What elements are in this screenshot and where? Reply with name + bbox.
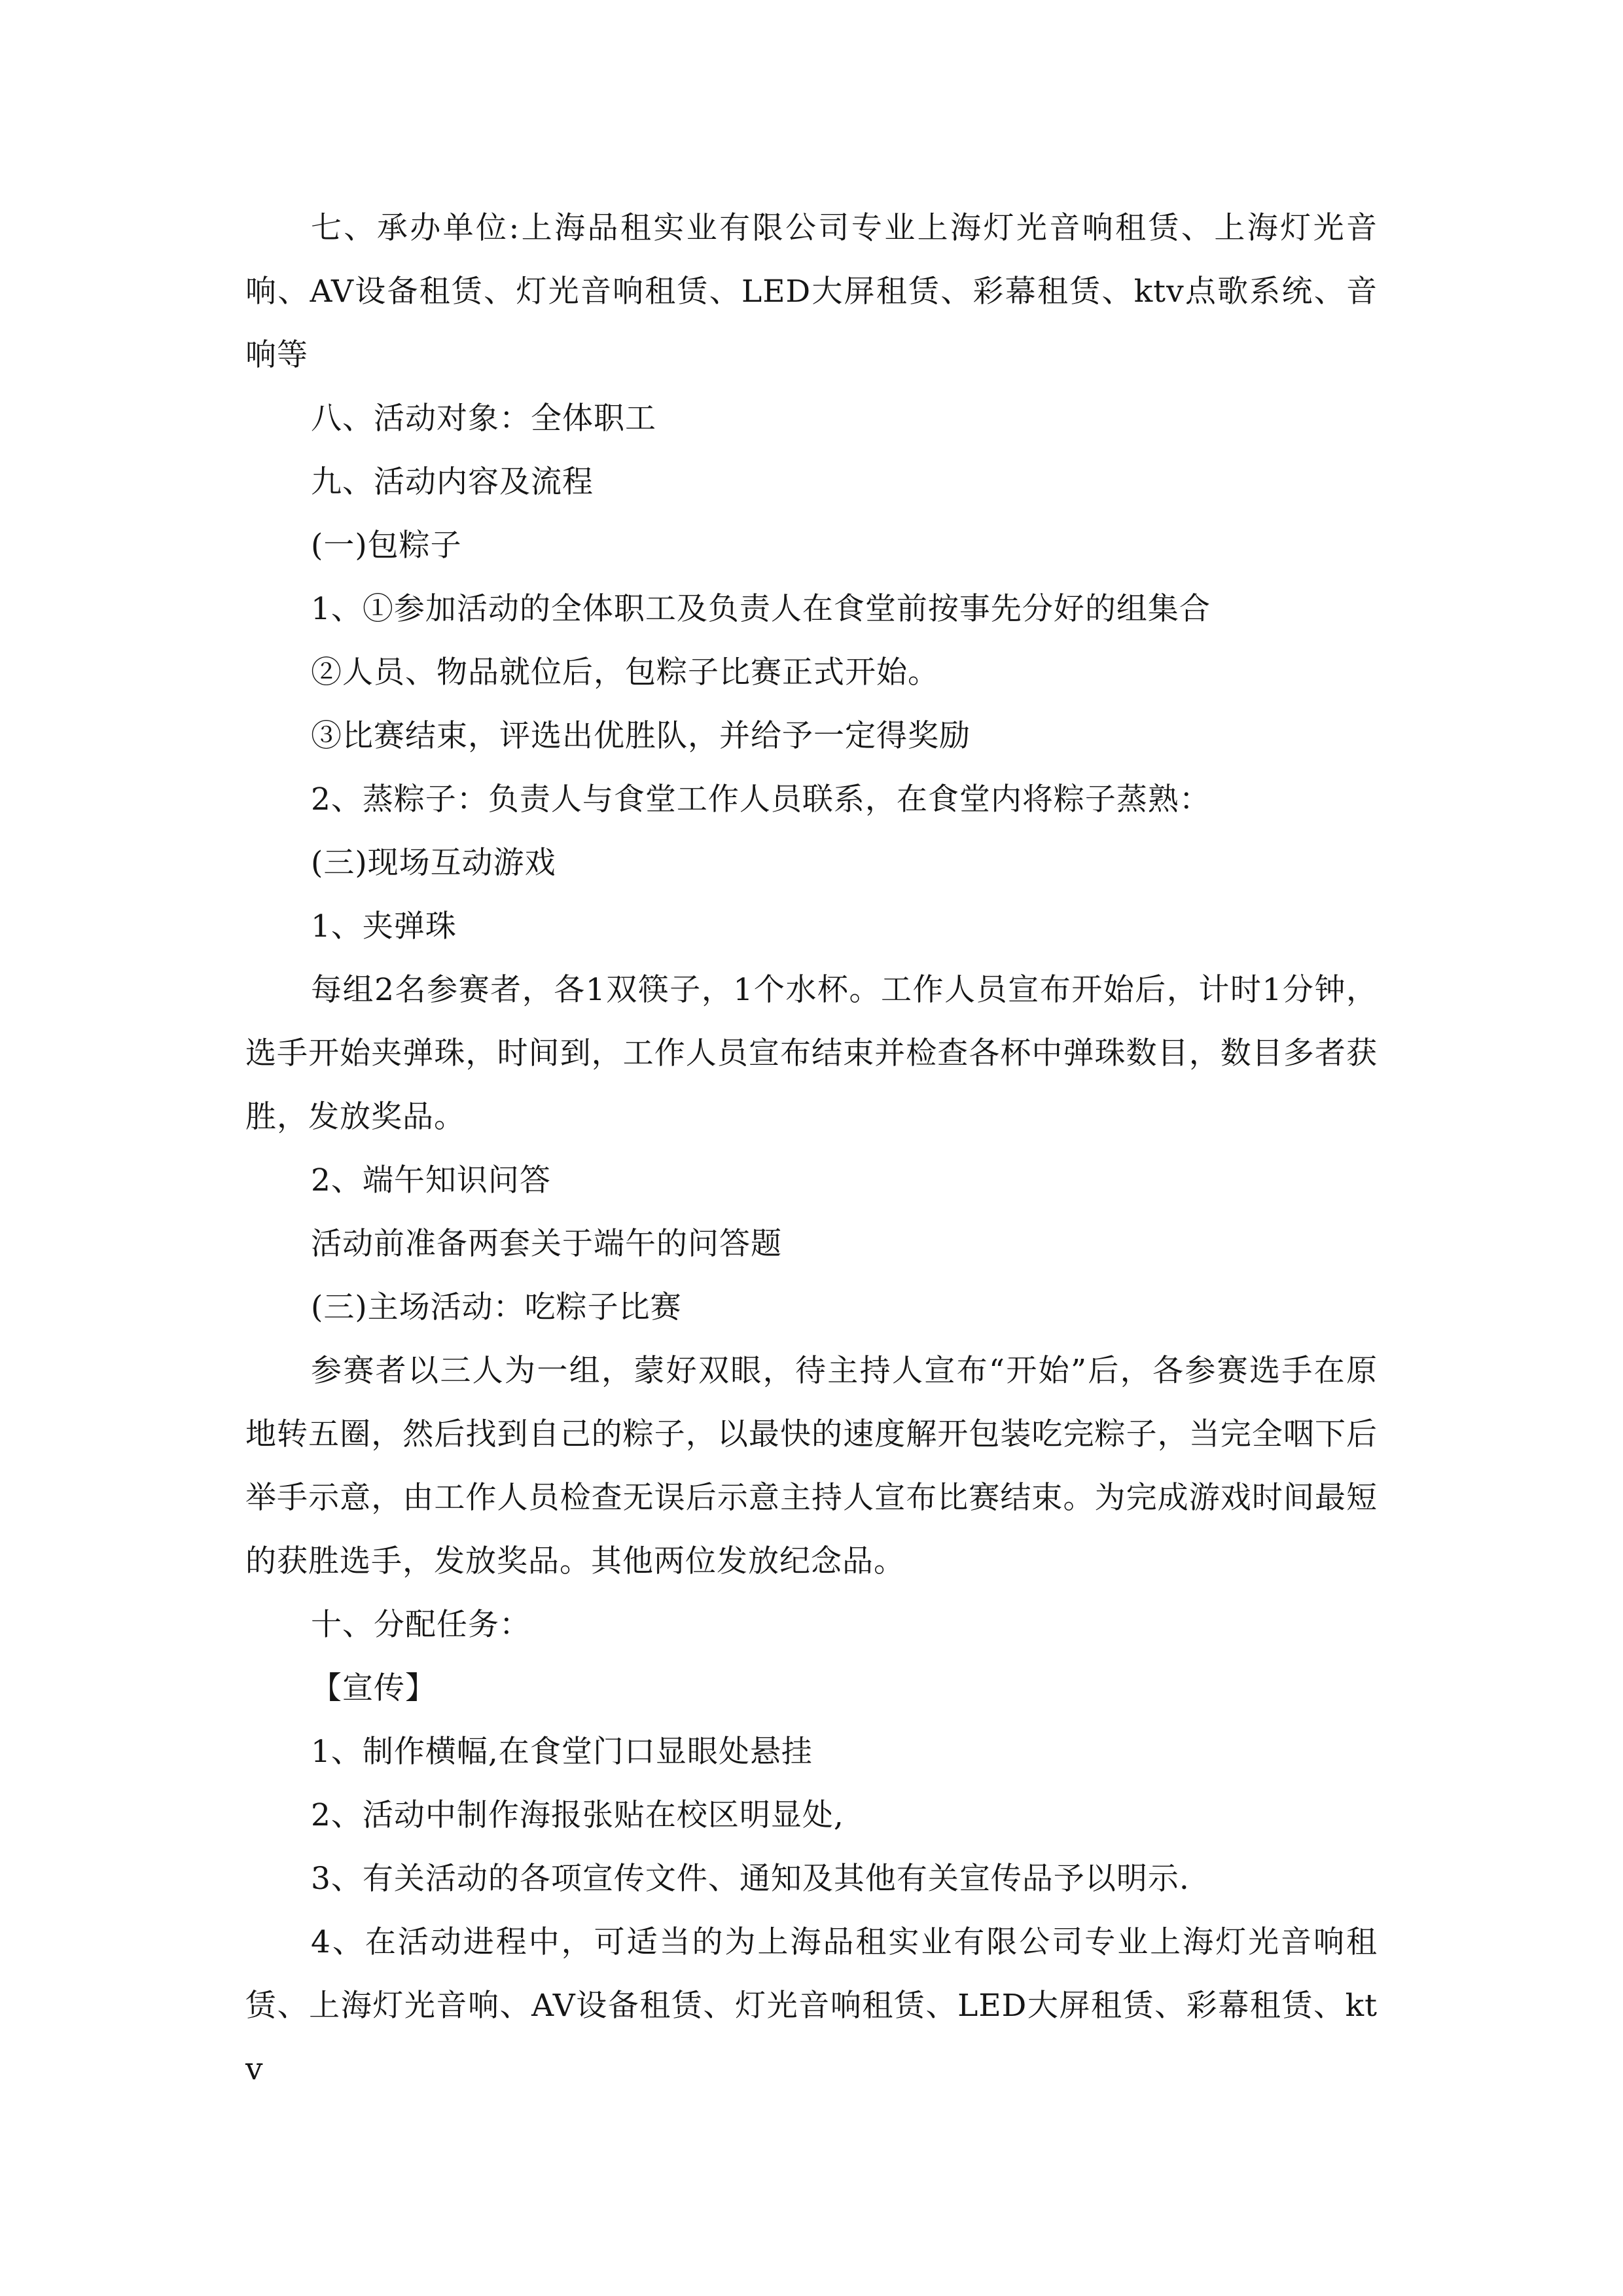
paragraph-marbles-heading: 1、夹弹珠 [311,908,457,944]
paragraph-publicity-2: 2、活动中制作海报张贴在校区明显处, [311,1797,844,1833]
paragraph-publicity-3: 3、有关活动的各项宣传文件、通知及其他有关宣传品予以明示. [311,1861,1190,1897]
paragraph-publicity-heading: 【宣传】 [311,1670,437,1706]
paragraph-organizer: 七、承办单位:上海品租实业有限公司专业上海灯光音响租赁、上海灯光音响、AV设备租赁、灯光音响租赁、LED大屏租赁、彩幕租赁、ktv点歌系统、音响等 [245,210,1378,373]
paragraph-main-event-heading: (三)主场活动：吃粽子比赛 [311,1289,682,1325]
paragraph-marbles-rules: 每组2名参赛者，各1双筷子，1个水杯。工作人员宣布开始后，计时1分钟，选手开始夹弹珠，时间到，工作人员宣布结束并检查各杯中弹珠数目，数目多者获胜，发放奖品。 [245,972,1378,1135]
paragraph-quiz-heading: 2、端午知识问答 [311,1162,551,1198]
paragraph-step-1: 1、①参加活动的全体职工及负责人在食堂前按事先分好的组集合 [311,591,1211,627]
paragraph-step-2: ②人员、物品就位后，包粽子比赛正式开始。 [311,655,939,691]
paragraph-quiz-prep: 活动前准备两套关于端午的问答题 [311,1226,782,1262]
paragraph-participants: 八、活动对象：全体职工 [311,401,656,437]
paragraph-tasks-heading: 十、分配任务： [311,1607,531,1643]
paragraph-zongzi-heading: (一)包粽子 [311,528,462,564]
paragraph-content-heading: 九、活动内容及流程 [311,464,594,500]
paragraph-main-event-rules: 参赛者以三人为一组，蒙好双眼，待主持人宣布“开始”后，各参赛选手在原地转五圈，然后找到自己的粽子，以最快的速度解开包装吃完粽子，当完全咽下后举手示意，由工作人员检查无误后示意主持人宣布比赛结束。为完成游戏时间最短的获胜选手，发放奖品。其他两位发放纪念品。 [245,1353,1378,1579]
paragraph-step-3: ③比赛结束，评选出优胜队，并给予一定得奖励 [311,718,971,754]
paragraph-games-heading: (三)现场互动游戏 [311,845,556,881]
document-body [245,196,1378,2101]
paragraph-publicity-4: 4、在活动进程中，可适当的为上海品租实业有限公司专业上海灯光音响租赁、上海灯光音响、AV设备租赁、灯光音响租赁、LED大屏租赁、彩幕租赁、ktv [245,1924,1378,2087]
paragraph-steam: 2、蒸粽子：负责人与食堂工作人员联系，在食堂内将粽子蒸熟： [311,781,1211,817]
paragraph-publicity-1: 1、制作横幅,在食堂门口显眼处悬挂 [311,1734,813,1770]
